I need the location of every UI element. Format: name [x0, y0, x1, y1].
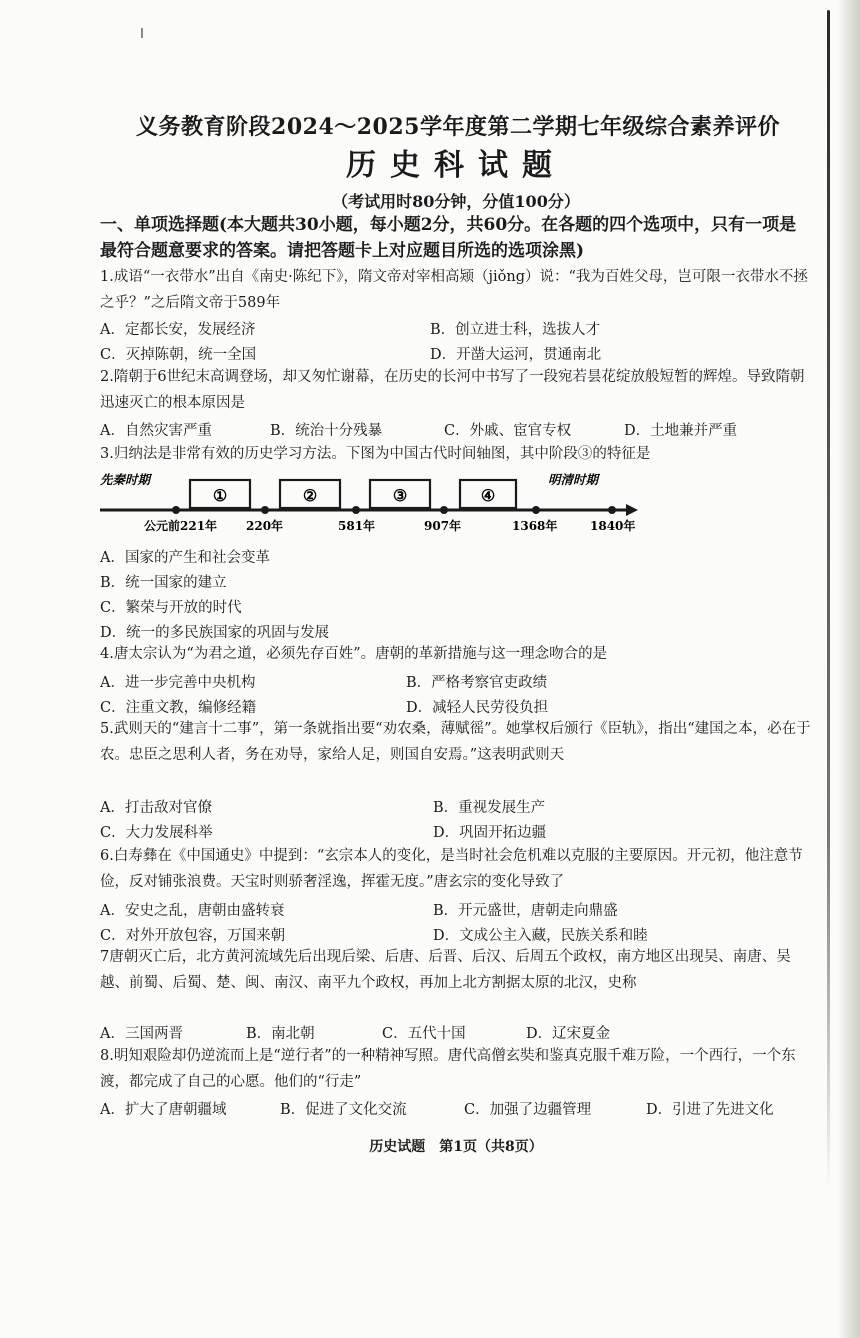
- option-d: D．引进了先进文化: [646, 1102, 774, 1118]
- question-6-stem: 6.白寿彝在《中国通史》中提到：“玄宗本人的变化，是当时社会危机难以克服的主要原因。开元初，他注意节俭，反对铺张浪费。天宝时则骄奢淫逸，挥霍无度。”唐玄宗的变化导致了: [100, 848, 803, 890]
- option-c: C．繁荣与开放的时代: [100, 600, 242, 616]
- option-a: A．定都长安，发展经济: [100, 322, 256, 338]
- option-a: A．安史之乱，唐朝由盛转衰: [100, 903, 285, 919]
- option-b: B．统治十分残暴: [270, 423, 383, 439]
- option-b: B．开元盛世，唐朝走向鼎盛: [433, 903, 618, 919]
- option-c: C．五代十国: [382, 1026, 466, 1042]
- option-b: B．南北朝: [246, 1026, 315, 1042]
- tick-label: 1840年: [590, 519, 636, 533]
- question-1-options-row1: [100, 318, 812, 344]
- stage-label-1: ①: [212, 486, 228, 505]
- stage-label-4: ④: [480, 486, 496, 505]
- question-4-stem: 4.唐太宗认为“为君之道，必须先存百姓”。唐朝的革新措施与这一理念吻合的是: [100, 646, 608, 662]
- tick-dot: [532, 506, 540, 514]
- timeline-arrow: [626, 504, 638, 516]
- question-8-stem: 8.明知艰险却仍逆流而上是“逆行者”的一种精神写照。唐代高僧玄奘和鉴真克服千难万险，一个西行，一个东渡，都完成了自己的心愿。他们的“行走”: [100, 1048, 796, 1090]
- page-edge-shadow: [838, 0, 860, 1338]
- timeline-diagram: [100, 470, 812, 540]
- tick-dot: [608, 506, 616, 514]
- tick-dot: [352, 506, 360, 514]
- question-6-options-row1: [100, 899, 812, 925]
- option-c: C．加强了边疆管理: [464, 1102, 592, 1118]
- stage-label-2: ②: [302, 486, 318, 505]
- tick-label: 220年: [246, 519, 284, 533]
- option-c: C．对外开放包容，万国来朝: [100, 928, 286, 944]
- option-c: C．外戚、宦官专权: [444, 423, 572, 439]
- exam-info: （考试用时80分钟，分值100分）: [332, 192, 580, 211]
- option-b: B．创立进士科，选拔人才: [430, 322, 601, 338]
- timeline-end-label: 明清时期: [548, 472, 599, 487]
- option-b: B．促进了文化交流: [280, 1102, 407, 1118]
- option-c: C．注重文教，编修经籍: [100, 700, 257, 716]
- page-edge-line: [827, 10, 830, 1190]
- option-a: A．国家的产生和社会变革: [100, 550, 270, 566]
- option-a: A．三国两晋: [100, 1026, 183, 1042]
- tick-label: 1368年: [512, 519, 558, 533]
- tick-dot: [261, 506, 269, 514]
- subject-title: 历史科试题: [346, 148, 566, 183]
- option-d: D．统一的多民族国家的巩固与发展: [100, 625, 330, 641]
- question-2-stem: 2.隋朝于6世纪末高调登场，却又匆忙谢幕，在历史的长河中书写了一段宛若昙花绽放般短暂的辉煌。导致隋朝迅速灭亡的根本原因是: [100, 369, 805, 411]
- question-3-stem: 3.归纳法是非常有效的历史学习方法。下图为中国古代时间轴图，其中阶段③的特征是: [100, 446, 651, 462]
- option-d: D．巩固开拓边疆: [433, 825, 547, 841]
- tick-dot: [440, 506, 448, 514]
- option-a: A．进一步完善中央机构: [100, 675, 256, 691]
- option-a: A．自然灾害严重: [100, 423, 212, 439]
- tick-label: 公元前221年: [144, 519, 218, 533]
- stage-label-3: ③: [392, 486, 408, 505]
- option-b: B．重视发展生产: [433, 800, 546, 816]
- option-d: D．土地兼并严重: [624, 423, 738, 439]
- question-7-stem: 7唐朝灭亡后，北方黄河流域先后出现后梁、后唐、后晋、后汉、后周五个政权，南方地区出现吴、南唐、吴越、前蜀、后蜀、楚、闽、南汉、南平九个政权，再加上北方割据太原的北汉，史称: [100, 949, 791, 991]
- scan-speck: [141, 28, 143, 38]
- tick-dot: [172, 506, 180, 514]
- question-5-options-row1: [100, 796, 812, 822]
- option-c: C．灭掉陈朝，统一全国: [100, 347, 257, 363]
- option-d: D．开凿大运河，贯通南北: [430, 347, 602, 363]
- tick-label: 907年: [424, 519, 462, 533]
- option-b: B．统一国家的建立: [100, 575, 227, 591]
- question-5-stem: 5.武则天的“建言十二事”，第一条就指出要“劝农桑，薄赋徭”。她掌权后颁行《臣轨》，指出“建国之本，必在于农。忠臣之思利人者，务在劝导，家给人足，则国自安焉。”这表明武则天: [100, 721, 811, 763]
- option-d: D．文成公主入藏，民族关系和睦: [433, 928, 648, 944]
- option-a: A．打击敌对官僚: [100, 800, 212, 816]
- option-c: C．大力发展科举: [100, 825, 213, 841]
- option-d: D．辽宋夏金: [526, 1026, 611, 1042]
- page-footer: 历史试题 第1页（共8页）: [369, 1139, 543, 1155]
- question-8-options: [100, 1098, 812, 1124]
- timeline-start-label: 先秦时期: [100, 472, 151, 487]
- option-a: A．扩大了唐朝疆域: [100, 1102, 227, 1118]
- exam-title: 义务教育阶段2024～2025学年度第二学期七年级综合素养评价: [136, 114, 780, 140]
- option-d: D．减轻人民劳役负担: [406, 700, 549, 716]
- tick-label: 581年: [338, 519, 376, 533]
- question-1-stem: 1.成语“一衣带水”出自《南史·陈纪下》，隋文帝对宰相高颎（jiǒng）说：“我为百姓父母，岂可限一衣带水不拯之乎？”之后隋文帝于589年: [100, 269, 808, 311]
- option-b: B．严格考察官吏政绩: [406, 675, 548, 691]
- question-4-options-row1: [100, 671, 812, 697]
- section-heading: 一、单项选择题(本大题共30小题，每小题2分，共60分。在各题的四个选项中，只有一项是最符合题意要求的答案。请把答题卡上对应题目所选的选项涂黑): [100, 215, 797, 261]
